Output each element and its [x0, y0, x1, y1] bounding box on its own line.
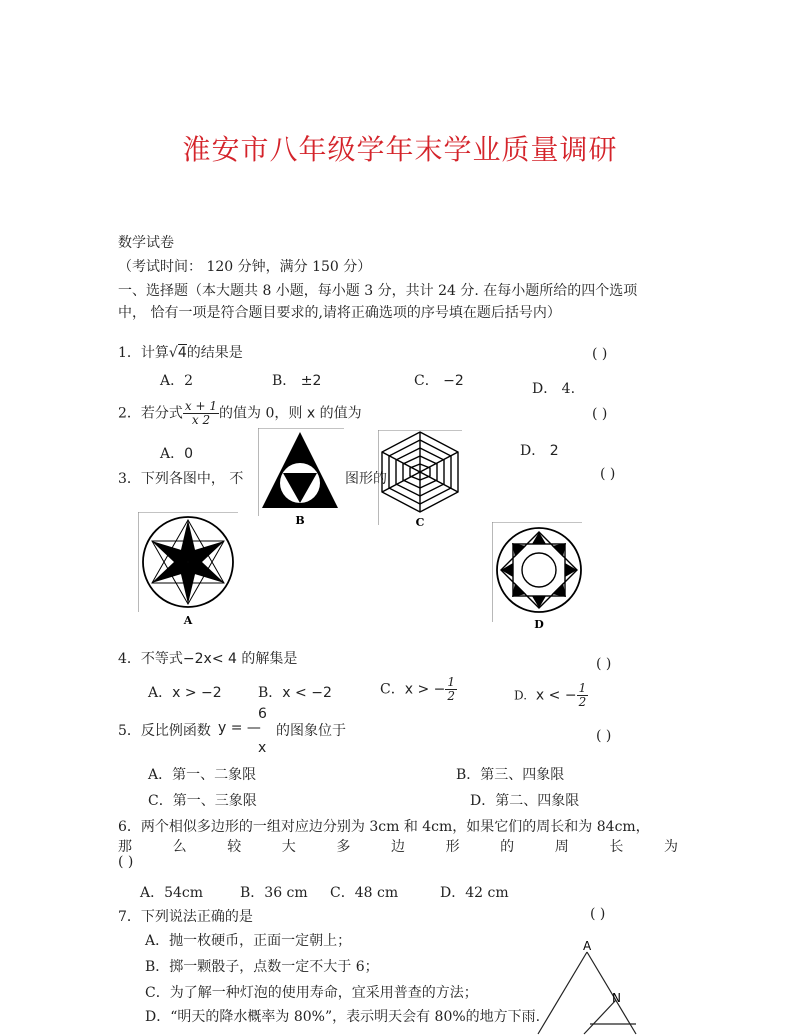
sqrt-icon: √ — [168, 345, 178, 361]
q1-option-a: A．2 — [160, 373, 194, 389]
q1-stem-pre: 1．计算 — [118, 345, 169, 361]
question-5-stem-post: 的图象位于 — [276, 723, 346, 739]
q4-option-b-value: x < −2 — [282, 685, 332, 701]
q2-frac-den: x 2 — [191, 413, 211, 427]
q5-option-c: C．第一、三象限 — [148, 793, 257, 809]
q7-option-c: C．为了解一种灯泡的使用寿命，宜采用普查的方法； — [145, 985, 478, 1001]
section1-instructions-line1: 一、选择题（本大题共 8 小题，每小题 3 分，共计 24 分. 在每小题所给的四个选项 — [118, 283, 638, 299]
q4-answer-paren[interactable]: ( ) — [596, 656, 612, 672]
q2-stem-pre: 2．若分式 — [118, 405, 183, 422]
q4-stem-post: 的解集是 — [241, 651, 298, 667]
figure-c-hexagon — [378, 430, 462, 530]
q5-denominator: x — [258, 740, 267, 756]
q6-option-b: B．36 cm — [240, 885, 308, 901]
q1-option-c — [414, 370, 464, 390]
q4-option-b-label: B． — [258, 685, 283, 701]
question-4-stem — [118, 648, 297, 668]
q5-answer-paren[interactable]: ( ) — [596, 728, 612, 744]
q6-option-d: D．42 cm — [440, 885, 509, 901]
q2-option-a-value: 0 — [184, 446, 194, 462]
q6-line2-char: 形 — [445, 839, 460, 855]
q4-d-frac-num: 1 — [578, 681, 587, 695]
q1-answer-paren[interactable]: ( ) — [592, 346, 608, 362]
q1-option-b — [272, 370, 321, 390]
q6-line2-char: 为 — [663, 839, 678, 855]
figure-d-label: D — [534, 618, 544, 631]
q7-option-b: B．掷一颗骰子，点数一定不大于 6； — [145, 959, 379, 975]
q6-line2-char: 么 — [172, 839, 187, 855]
q2-stem-post: 的值为 0，则 — [219, 405, 303, 422]
q5-function: y = — — [218, 720, 261, 736]
q1-radicand: 4 — [177, 345, 187, 361]
q1-option-c-label: C． — [414, 373, 439, 389]
q6-line2-char: 大 — [281, 839, 296, 855]
q6-line2-char: 那 — [118, 839, 132, 855]
q6-line2-char: 多 — [336, 839, 351, 855]
q4-option-d-value: x < − — [535, 687, 577, 704]
q4-option-c-value: x > − — [404, 681, 446, 698]
q2-option-d — [520, 440, 559, 460]
q7-option-d: D．“明天的降水概率为 80%”，表示明天会有 80%的地方下雨. — [145, 1009, 541, 1025]
q6-answer-paren[interactable]: ( ) — [118, 854, 134, 870]
question-6-line2 — [118, 836, 678, 856]
question-6-line1: 6．两个相似多边形的一组对应边分别为 3cm 和 4cm，如果它们的周长和为 84cm， — [118, 819, 650, 835]
q1-option-d: D． 4. — [532, 381, 576, 397]
q4-c-frac-den: 2 — [447, 689, 456, 703]
q1-option-c-value: −2 — [443, 373, 464, 389]
q2-stem-end: 的值为 — [319, 405, 362, 422]
q2-option-a-label: A． — [160, 446, 185, 462]
triangle-label-a: A — [583, 939, 592, 953]
q1-option-b-value: ±2 — [300, 373, 322, 389]
q6-line2-char: 的 — [500, 839, 515, 855]
q2-option-a — [160, 443, 193, 463]
section1-instructions-line2: 中， 恰有一项是符合题目要求的,请将正确选项的序号填在题后括号内） — [118, 305, 561, 321]
figure-a-star — [138, 512, 240, 628]
question-1-stem — [118, 342, 243, 362]
page-title: 淮安市八年级学年末学业质量调研 — [182, 133, 618, 166]
q6-option-c: C．48 cm — [330, 885, 399, 901]
question-3-stem: 3．下列各图中， 不 — [118, 471, 244, 487]
figure-b-label: B — [295, 514, 305, 527]
q2-answer-paren[interactable]: ( ) — [592, 406, 608, 422]
q4-option-d — [514, 682, 588, 709]
q4-option-c-label: C． — [380, 681, 405, 698]
q1-option-b-label: B． — [272, 373, 297, 389]
figure-a-label: A — [183, 614, 193, 627]
triangle-label-n: N — [612, 991, 621, 1005]
q4-option-a-label: A． — [148, 685, 173, 701]
q4-option-b — [258, 682, 332, 702]
q7-answer-paren[interactable]: ( ) — [590, 906, 606, 922]
question-7-stem: 7．下列说法正确的是 — [118, 909, 253, 925]
q6-option-a: A．54cm — [140, 885, 204, 901]
q4-stem-pre: 4．不等式 — [118, 651, 183, 667]
q4-option-a-value: x > −2 — [172, 685, 222, 701]
q4-option-d-label: D. — [514, 688, 528, 703]
q2-frac-num: x + 1 — [184, 399, 218, 413]
figure-b-triangle — [258, 428, 346, 528]
q5-option-a: A．第一、二象限 — [148, 767, 257, 783]
q2-fraction — [183, 400, 219, 427]
subject-label: 数学试卷 — [118, 235, 174, 251]
q4-option-a — [148, 682, 222, 702]
q3-answer-paren[interactable]: ( ) — [600, 466, 616, 482]
figure-c-label: C — [415, 516, 425, 529]
q4-c-frac-num: 1 — [447, 675, 456, 689]
figure-triangle-an — [530, 938, 640, 1036]
q4-d-frac-den: 2 — [578, 695, 587, 709]
q4-inequality: −2x< 4 — [182, 651, 237, 667]
q4-option-d-fraction — [577, 682, 589, 709]
question-5-stem-pre: 5．反比例函数 — [118, 723, 211, 739]
figure-d-octagram — [492, 522, 588, 632]
q7-option-a: A．抛一枚硬币，正面一定朝上； — [145, 933, 352, 949]
q6-line2-char: 较 — [227, 839, 242, 855]
q5-option-b: B．第三、四象限 — [456, 767, 565, 783]
q6-line2-char: 周 — [554, 839, 569, 855]
q2-option-d-value: 2 — [549, 443, 559, 459]
q4-option-c — [380, 676, 457, 703]
q5-numerator: 6 — [258, 706, 267, 722]
exam-info: （考试时间： 120 分钟，满分 150 分） — [118, 259, 372, 275]
question-2-stem — [118, 400, 362, 427]
q4-option-c-fraction — [445, 676, 457, 703]
q1-stem-post: 的结果是 — [186, 345, 243, 361]
question-3-stem-tail: 图形的 — [345, 471, 387, 487]
q2-option-d-label: D． — [520, 443, 546, 459]
q6-line2-char: 边 — [390, 839, 405, 855]
q6-line2-char: 长 — [609, 839, 624, 855]
q2-x: x — [306, 405, 316, 422]
q5-option-d: D．第二、四象限 — [470, 793, 580, 809]
